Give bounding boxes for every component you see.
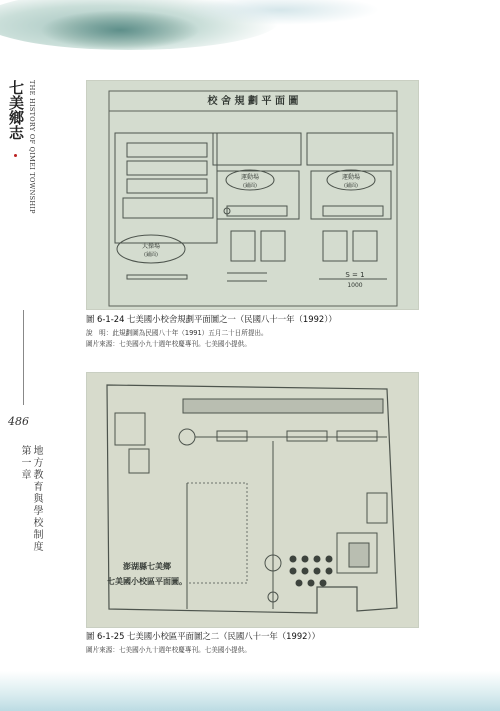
wash-shape [40, 10, 200, 50]
figure-1-plan-image [86, 80, 419, 310]
scale-numerator: S = 1 [345, 271, 365, 279]
page-number: 486 [8, 415, 29, 428]
block-label: 運動場 [240, 174, 260, 181]
paved-note: (鋪面) [243, 183, 257, 189]
scale-denominator: 1000 [347, 282, 363, 289]
figure-2-caption: 圖 6-1-25 七美國小校區平面圖之二（民國八十一年（1992）） [86, 631, 321, 641]
figure-1-note: 說 明：此規劃圖為民國八十年（1991）五月二十日所提出。 [86, 329, 268, 337]
block-label: 大操場 [141, 243, 161, 250]
book-title-english: THE HISTORY OF QIMEI TOWNSHIP [28, 80, 36, 214]
bottom-watercolor-wash [0, 671, 500, 711]
chapter-title: 地方教育與學校制度 [31, 445, 42, 553]
book-title: 七美鄉志 [7, 80, 25, 140]
sidebar-rule [23, 310, 24, 405]
figure-2-source: 圖片來源：七美國小九十週年校慶專刊。七美國小提供。 [86, 646, 251, 654]
plan-title: 校 舍 規 劃 平 面 圖 [207, 96, 299, 107]
top-watercolor-banner [0, 0, 500, 70]
chapter-label: 第一章 [19, 445, 30, 481]
figure-2-plan-image [86, 372, 419, 628]
figure-1-source: 圖片來源：七美國小九十週年校慶專刊。七美國小提供。 [86, 340, 251, 348]
sidebar [0, 70, 46, 690]
paved-note: (鋪面) [344, 183, 358, 189]
stamp-line-1: 澎湖縣七美鄉 [123, 562, 171, 571]
seal-dot [14, 154, 17, 157]
block-label: 運動場 [341, 174, 361, 181]
paved-note: (鋪面) [144, 252, 158, 258]
stamp-line-2: 七美國小校區平面圖。 [107, 577, 187, 586]
figure-1-caption: 圖 6-1-24 七美國小校舍規劃平面圖之一（民國八十一年（1992）） [86, 314, 337, 324]
